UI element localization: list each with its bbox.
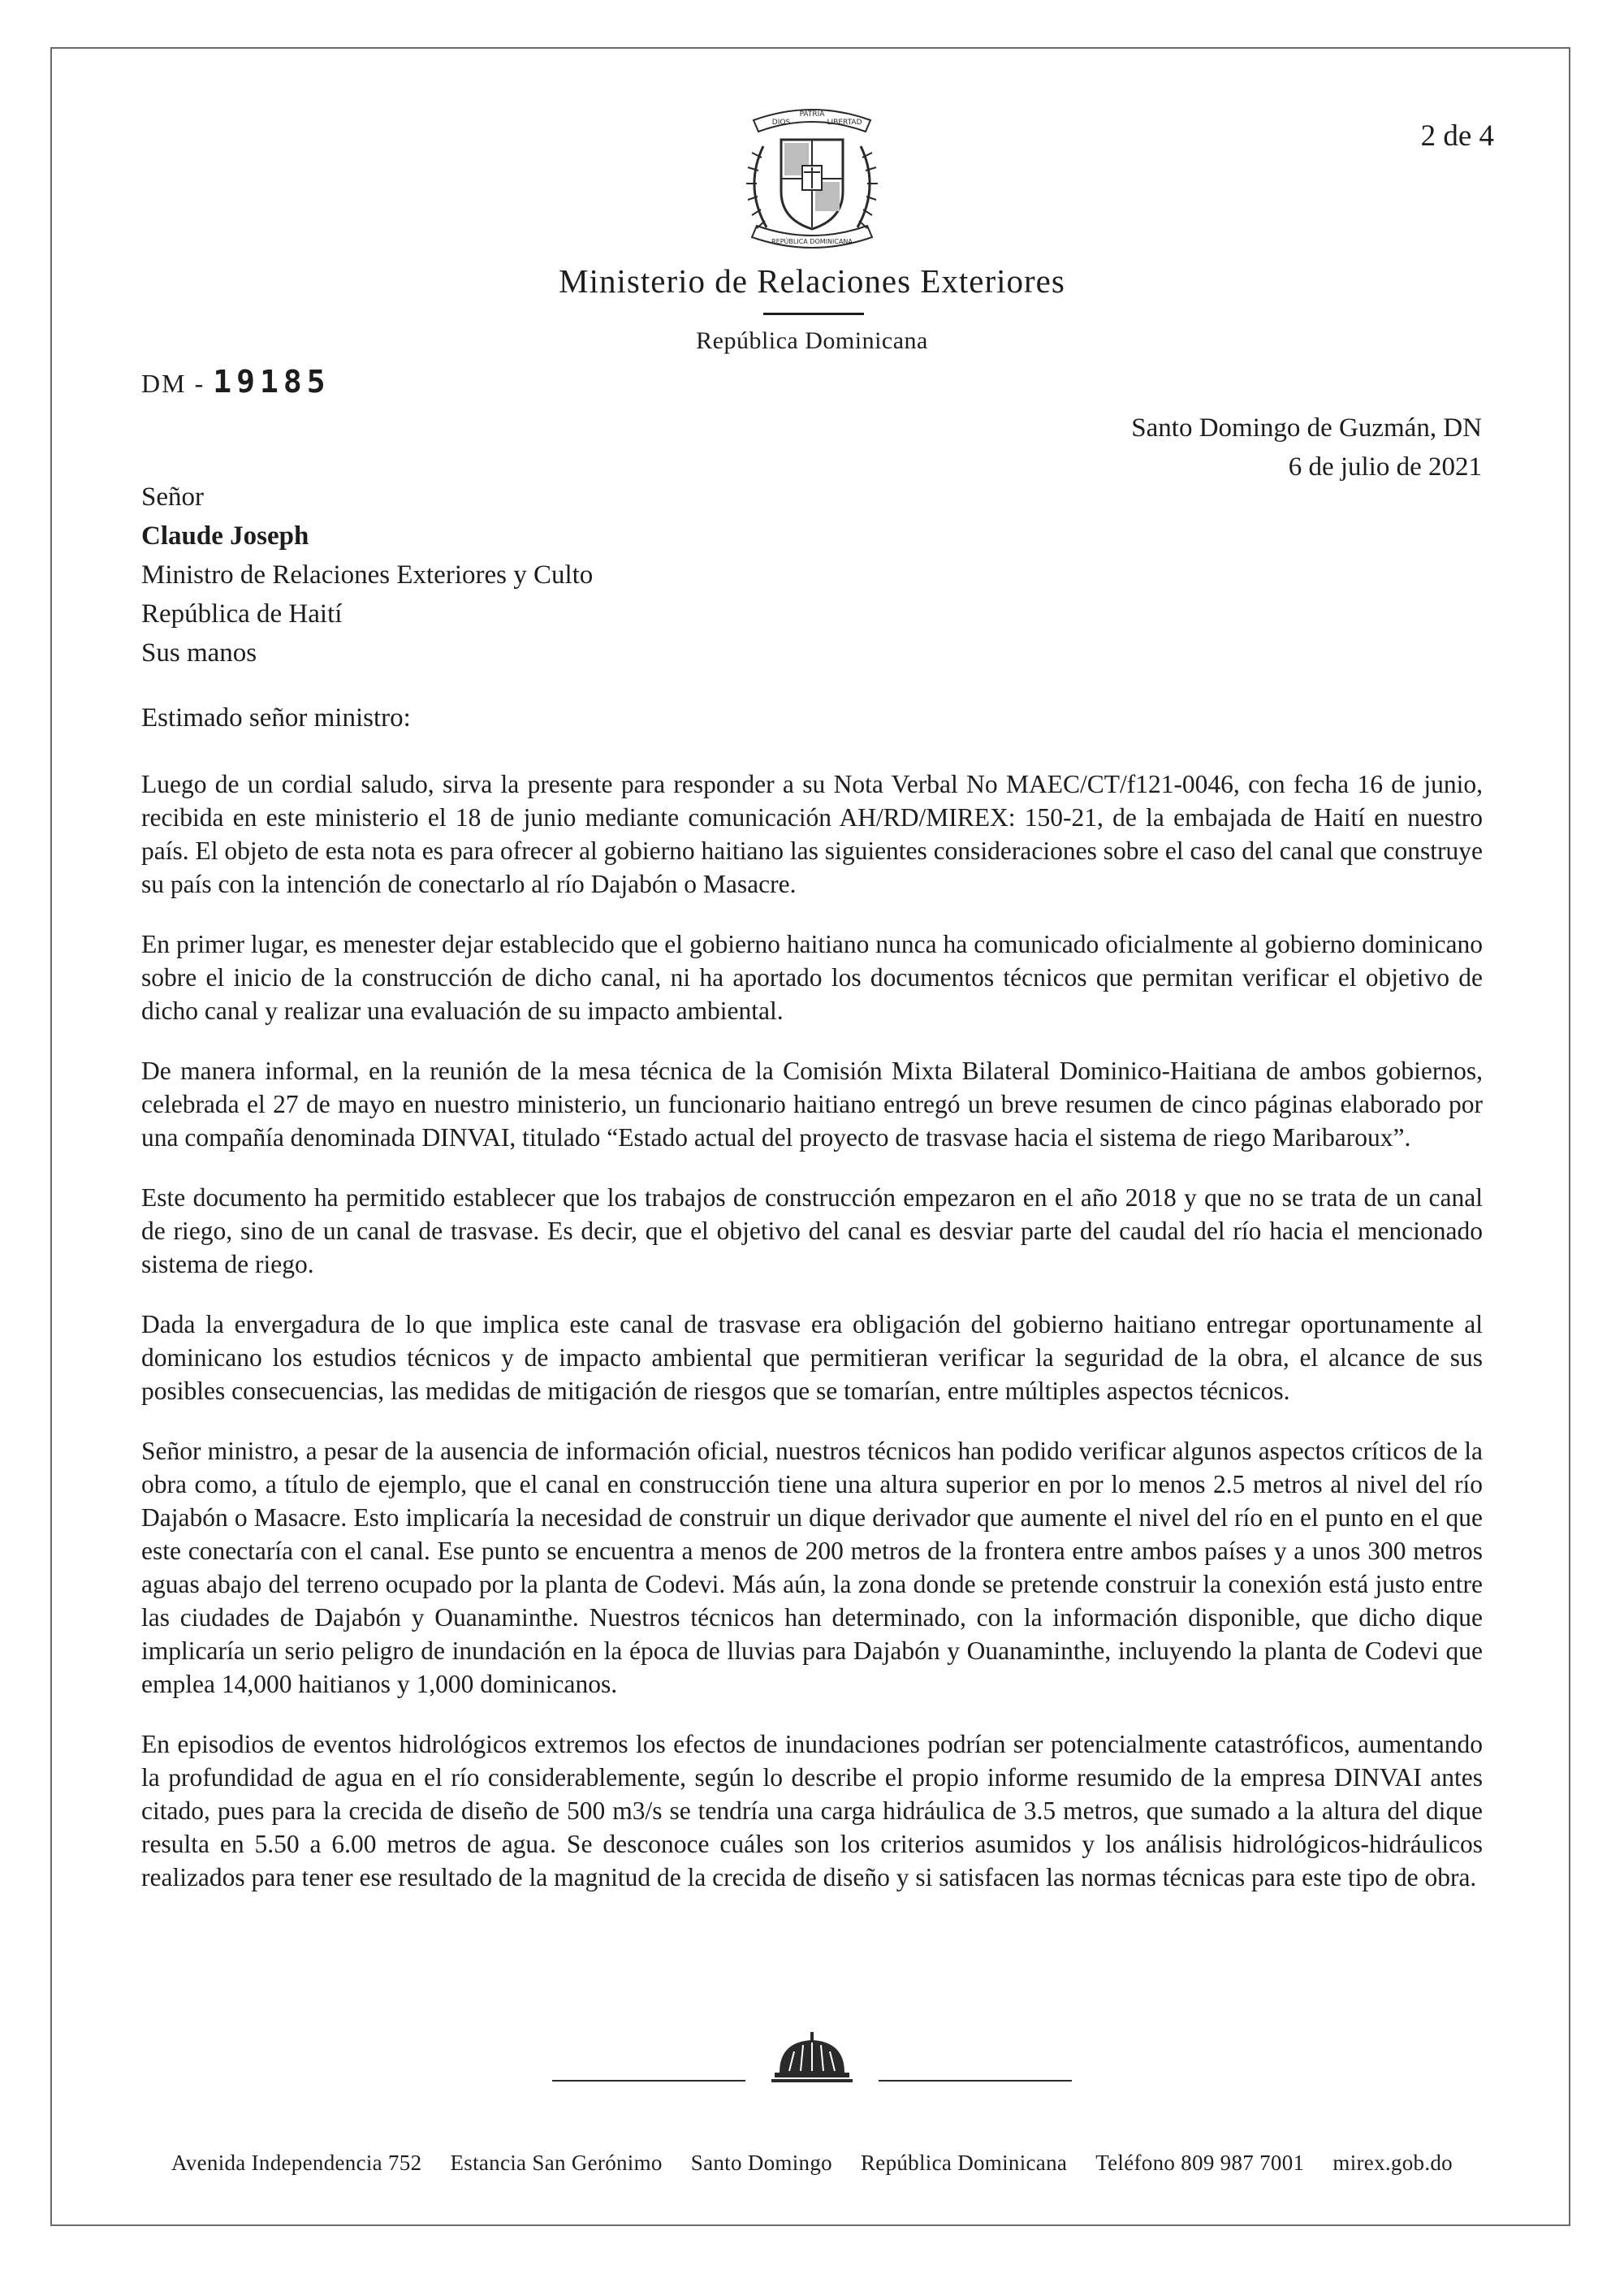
recipient-name: Claude Joseph: [141, 521, 309, 551]
seal-word-republica: REPÚBLICA DOMINICANA: [771, 238, 853, 245]
document-reference: [141, 364, 330, 400]
recipient-title: Señor: [141, 482, 204, 512]
footer-country: República Dominicana: [860, 2151, 1068, 2175]
letter-body: [141, 767, 1483, 1921]
ministry-name: Ministerio de Relaciones Exteriores: [559, 262, 1065, 300]
body-paragraph: En primer lugar, es menester dejar establecido que el gobierno haitiano nunca ha comunicado oficialmente al gobierno dominicano sobre el inicio de la construcción de dicho canal, ni ha aportado los documentos técnicos que permitan verificar el objetivo de dicho canal y realizar una evaluación de su impacto ambiental.: [141, 930, 1483, 1025]
seal-word-patria: PATRIA: [799, 110, 825, 119]
salutation: Estimado señor ministro:: [141, 703, 411, 733]
place-and-date: [1131, 409, 1482, 486]
recipient-country: República de Haití: [141, 599, 343, 629]
seal-word-dios: DIOS: [771, 119, 791, 127]
footer-building: Estancia San Gerónimo: [450, 2151, 663, 2175]
country-subtitle: República Dominicana: [696, 327, 928, 354]
footer-city: Santo Domingo: [690, 2151, 832, 2175]
seal-word-libertad: LIBERTAD: [827, 119, 862, 127]
body-paragraph: Luego de un cordial saludo, sirva la presente para responder a su Nota Verbal No MAEC/CT/f121-0046, con fecha 16 de junio, recibida en este ministerio el 18 de junio mediante comunicación AH/RD/MIREX: 150-21, de la embajada de Haití en nuestro país. El objeto de esta nota es para ofrecer al gobierno haitiano las siguientes consideraciones sobre el caso del canal que construye su país con la intención de conectarlo al río Dajabón o Masacre.: [141, 770, 1483, 898]
footer-website[interactable]: mirex.gob.do: [1332, 2151, 1453, 2175]
recipient-position: Ministro de Relaciones Exteriores y Culto: [141, 560, 594, 590]
page-number: 2 de 4: [1420, 119, 1494, 153]
footer-address: Avenida Independencia 752: [171, 2151, 422, 2175]
footer-phone: Teléfono 809 987 7001: [1095, 2151, 1305, 2175]
body-paragraph: De manera informal, en la reunión de la mesa técnica de la Comisión Mixta Bilateral Dominico-Haitiana de ambos gobiernos, celebrada el 27 de mayo en nuestro ministerio, un funcionario haitiano entregó un breve resumen de cinco páginas elaborado por una compañía denominada DINVAI, titulado “Estado actual del proyecto de trasvase hacia el sistema de riego Maribaroux”.: [141, 1057, 1483, 1152]
recipient-block: [141, 478, 593, 672]
ministry-underline: [763, 313, 864, 315]
body-paragraph: Dada la envergadura de lo que implica este canal de trasvase era obligación del gobierno haitiano entregar oportunamente al dominicano los estudios técnicos y de impacto ambiental que permitieran verificar la seguridad de la obra, el alcance de sus posibles consecuencias, las medidas de mitigación de riesgos que se tomarían, entre múltiples aspectos técnicos.: [141, 1310, 1483, 1405]
place: Santo Domingo de Guzmán, DN: [1131, 413, 1482, 443]
body-paragraph: En episodios de eventos hidrológicos extremos los efectos de inundaciones podrían ser potencialmente catastróficos, aumentando la profundidad de agua en el río considerablemente, según lo describe el propio informe resumido de la empresa DINVAI antes citado, pues para la crecida de diseño de 500 m3/s se tendría una carga hidráulica de 3.5 metros, que sumado a la altura del dique resulta en 5.50 a 6.00 metros de agua. Se desconoce cuáles son los criterios asumidos y los análisis hidrológicos-hidráulicos realizados para tener ese resultado de la magnitud de la crecida de diseño y si satisfacen las normas técnicas para este tipo de obra.: [141, 1730, 1483, 1891]
document-reference-prefix: DM -: [141, 369, 205, 398]
recipient-delivery: Sus manos: [141, 638, 257, 668]
coat-of-arms-seal: [731, 97, 893, 260]
body-paragraph: Este documento ha permitido establecer que los trabajos de construcción empezaron en el año 2018 y que no se trata de un canal de riego, sino de un canal de trasvase. Es decir, que el objetivo del canal es desviar parte del caudal del río hacia el mencionado sistema de riego.: [141, 1183, 1483, 1278]
footer-divider: [0, 2030, 1624, 2103]
footer-contact: [0, 2151, 1624, 2176]
date: 6 de julio de 2021: [1288, 452, 1482, 482]
body-paragraph: Señor ministro, a pesar de la ausencia de información oficial, nuestros técnicos han podido verificar algunos aspectos críticos de la obra como, a título de ejemplo, que el canal en construcción tiene una altura superior en por lo menos 2.5 metros al nivel del río Dajabón o Masacre. Esto implicaría la necesidad de construir un dique derivador que aumente el nivel del río en el punto en el que este conectaría con el canal. Ese punto se encuentra a menos de 200 metros de la frontera entre ambos países y a unos 300 metros aguas abajo del terreno ocupado por la planta de Codevi. Más aún, la zona donde se pretende construir la conexión está justo entre las ciudades de Dajabón y Ouanaminthe. Nuestros técnicos han determinado, con la información disponible, que dicho dique implicaría un serio peligro de inundación en la época de lluvias para Dajabón y Ouanaminthe, incluyendo la planta de Codevi que emplea 14,000 haitianos y 1,000 dominicanos.: [141, 1437, 1483, 1698]
document-reference-number: 19185: [213, 364, 330, 400]
